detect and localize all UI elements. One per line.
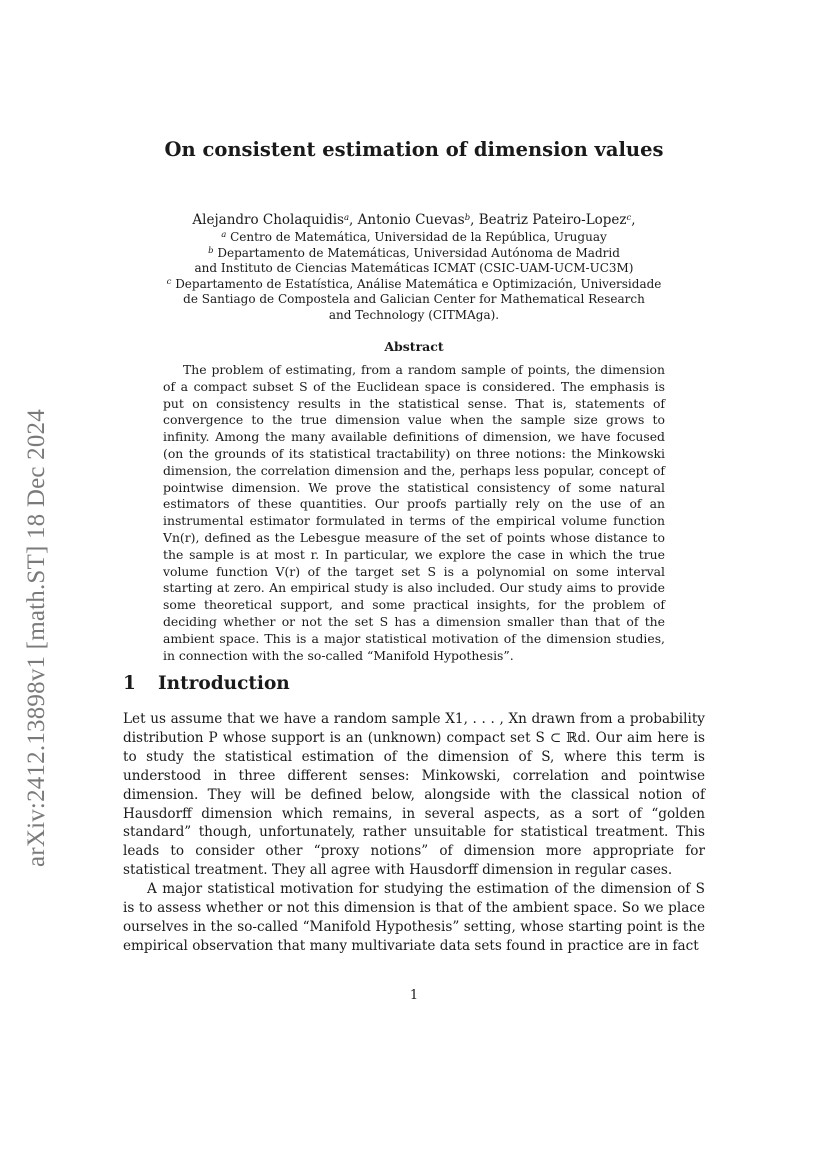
author-list: Alejandro Cholaquidis$^a$, Antonio Cuevas$^b$, Beatriz Pateiro-Lopez$^c$, <box>192 212 636 228</box>
affiliation-c <box>150 277 678 293</box>
affiliation-mark: a <box>221 230 227 240</box>
paragraph: A major statistical motivation for studying the estimation of the dimension of S is to assess whether or not this dimension is that of the ambient space. So we place ourselves in the so-called “Manifold Hypothesis” setting, whose starting point is the empirical observation that many multivariate data sets found in practice are in fact <box>123 881 705 954</box>
affiliation-mark: b <box>208 245 214 256</box>
author-name: Beatriz Pateiro-Lopez <box>478 212 627 228</box>
affiliation-mark: c <box>166 276 172 287</box>
author-name: Alejandro Cholaquidis <box>192 212 344 228</box>
affiliation-mark: a <box>343 213 350 223</box>
affiliation-mark: c <box>626 213 632 223</box>
page-number: 1 <box>409 988 419 1003</box>
abstract-heading: Abstract <box>384 339 444 354</box>
author-block <box>150 211 678 324</box>
affiliation-a <box>150 230 678 246</box>
section-heading <box>123 673 290 694</box>
affiliation-text: Departamento de Estatística, Análise Matemática e Optimización, Universidade <box>175 276 662 291</box>
arxiv-identifier: arXiv:2412.13898v1 [math.ST] 18 Dec 2024 <box>23 409 50 867</box>
paragraph: Let us assume that we have a random sample X1, . . . , Xn drawn from a probability distribution P whose support is an (unknown) compact set S ⊂ ℝd. Our aim here is to study the statistical estimation of the dimension of S, where this term is understood in three different senses: Minkowski, correlation and pointwise dimension. They will be defined below, alongside with the classical notion of Hausdorff dimension which remains, in several aspects, as a sort of “golden standard” though, unfortunately, rather unsuitable for statistical treatment. This leads to consider other “proxy notions” of dimension more appropriate for statistical treatment. They all agree with Hausdorff dimension in regular cases. <box>123 711 705 879</box>
affiliation-text: Centro de Matemática, Universidad de la República, Uruguay <box>230 230 607 244</box>
affiliation-b <box>150 246 678 262</box>
affiliation-c-line3: and Technology (CITMAga). <box>328 307 500 322</box>
paper-title: On consistent estimation of dimension values <box>164 138 664 161</box>
affiliation-c-line2: de Santiago de Compostela and Galician Center for Mathematical Research <box>183 292 645 307</box>
affiliation-b-line2: and Instituto de Ciencias Matemáticas ICMAT (CSIC-UAM-UCM-UC3M) <box>194 261 634 276</box>
section-number: 1 <box>123 673 136 694</box>
author-name: Antonio Cuevas <box>357 212 465 228</box>
section-title: Introduction <box>158 673 290 694</box>
affiliation-text: Departamento de Matemáticas, Universidad Autónoma de Madrid <box>217 245 620 260</box>
affiliation-mark: b <box>464 213 471 223</box>
abstract-text: The problem of estimating, from a random sample of points, the dimension of a compact subset S of the Euclidean space is considered. The emphasis is put on consistency results in the statistical sense. That is, statements of convergence to the true dimension value when the sample size grows to infinity. Among the many available definitions of dimension, we have focused (on the grounds of its statistical tractability) on three notions: the Minkowski dimension, the correlation dimension and the, perhaps less popular, concept of pointwise dimension. We prove the statistical consistency of some natural estimators of these quantities. Our proofs partially rely on the use of an instrumental estimator formulated in terms of the empirical volume function Vn(r), defined as the Lebesgue measure of the set of points whose distance to the sample is at most r. In particular, we explore the case in which the true volume function V(r) of the target set S is a polynomial on some interval starting at zero. An empirical study is also included. Our study aims to provide some theoretical support, and some practical insights, for the problem of deciding whether or not the set S has a dimension smaller than that of the ambient space. This is a major statistical motivation of the dimension studies, in connection with the so-called “Manifold Hypothesis”. <box>163 362 665 663</box>
body-text <box>123 710 705 956</box>
